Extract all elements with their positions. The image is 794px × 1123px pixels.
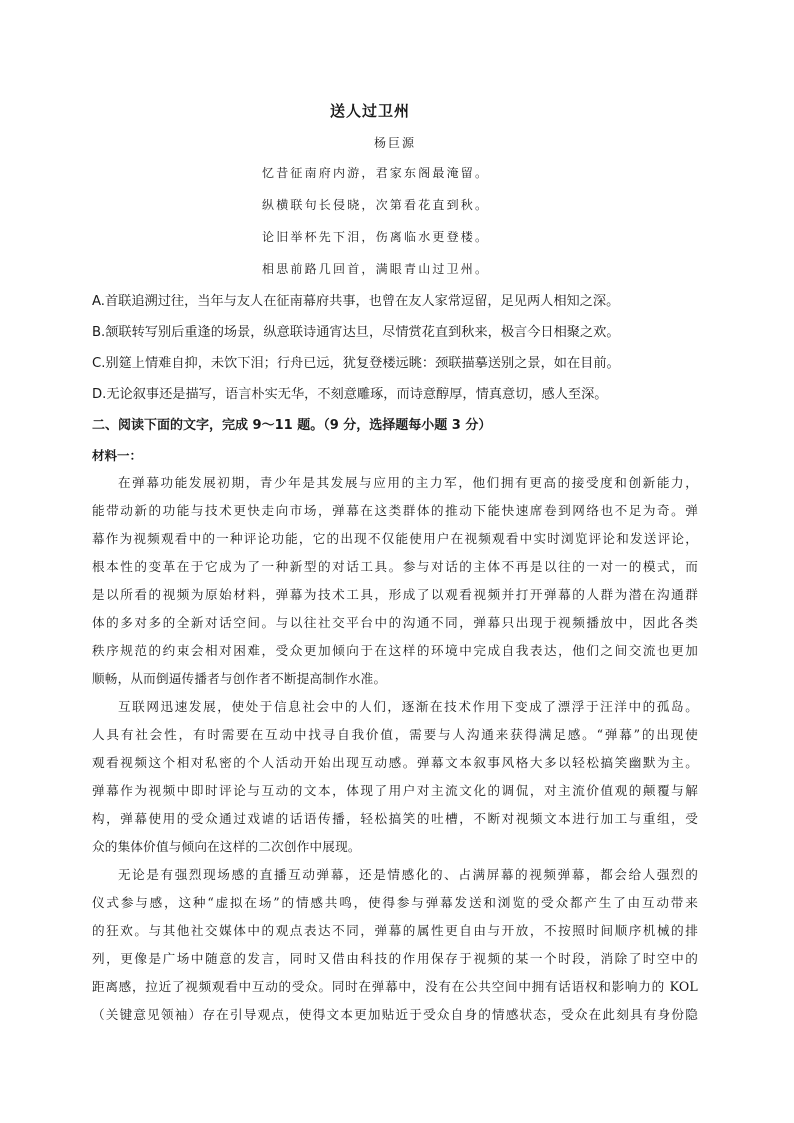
- poem-line: 纵横联句长侵晓，次第看花直到秋。: [262, 198, 490, 212]
- paragraph-line: 列，更像是广场中随意的发言，同时又借由科技的作用保存于视频的某一个时段，消除了时空中的: [92, 951, 698, 966]
- option-b: B.颔联转写别后重逢的场景，纵意联诗通宵达旦，尽情赏花直到秋来，极言今日相聚之欢。: [92, 325, 620, 340]
- paragraph-line: 观看视频这个相对私密的个人活动开始出现互动感。弹幕文本叙事风格大多以轻松搞笑幽默为主。: [92, 755, 698, 770]
- paragraph-line: 构，弹幕使用的受众通过戏谑的话语传播，轻松搞笑的吐槽，不断对视频文本进行加工与重组，受: [92, 811, 698, 826]
- paragraph-line: 互联网迅速发展，使处于信息社会中的人们，逐渐在技术作用下变成了漂浮于汪洋中的孤岛。: [118, 699, 698, 714]
- paragraph-line: 在弹幕功能发展初期，青少年是其发展与应用的主力军，他们拥有更高的接受度和创新能力，: [118, 475, 698, 490]
- poem-title: 送人过卫州: [329, 102, 410, 120]
- paragraph-line: 众的集体价值与倾向在这样的二次创作中展现。: [92, 839, 361, 854]
- paragraph-line: 距离感，拉近了视频观看中互动的受众。同时在弹幕中，没有在公共空间中拥有话语权和影响力的 KOL: [92, 979, 698, 994]
- option-d: D.无论叙事还是描写，语言朴实无华，不刻意雕琢，而诗意醇厚，情真意切，感人至深。: [92, 387, 608, 402]
- poem-author: 杨巨源: [373, 136, 416, 150]
- paragraph-line: 顺畅，从而倒逼传播者与创作者不断提高制作水准。: [92, 671, 387, 686]
- paragraph-line: 能带动新的功能与技术更快走向市场，弹幕在这类群体的推动下能快速席卷到网络也不足为奇。弹: [92, 503, 698, 518]
- material-label: 材料一：: [92, 448, 143, 463]
- paragraph-line: 无论是有强烈现场感的直播互动弹幕，还是情感化的、占满屏幕的视频弹幕，都会给人强烈的: [118, 867, 698, 882]
- paragraph-line: 的狂欢。与其他社交媒体中的观点表达不同，弹幕的属性更自由与开放，不按照时间顺序机械的排: [92, 923, 698, 938]
- poem-line: 忆昔征南府内游，君家东阁最淹留。: [262, 166, 490, 180]
- paragraph-line: 弹幕作为视频中即时评论与互动的文本，体现了用户对主流文化的调侃，对主流价值观的颠覆与解: [92, 783, 698, 798]
- option-c: C.别筵上情难自抑，未饮下泪；行舟已远，犹复登楼远眺：颈联描摹送别之景，如在目前。: [92, 356, 620, 371]
- paragraph-line: 是以所看的视频为原始材料，弹幕为技术工具，形成了以观看视频并打开弹幕的人群为潜在沟通群: [92, 587, 698, 602]
- paragraph-line: 仪式参与感，这种“虚拟在场”的情感共鸣，使得参与弹幕发送和浏览的受众都产生了由互动带来: [92, 895, 698, 910]
- option-a: A.首联追溯过往，当年与友人在征南幕府共事，也曾在友人家常逗留，足见两人相知之深。: [92, 294, 620, 309]
- paragraph-line: （关键意见领袖）存在引导观点，使得文本更加贴近于受众自身的情感状态，受众在此刻具有身份隐: [92, 1007, 698, 1022]
- poem-line: 相思前路几回首，满眼青山过卫州。: [262, 262, 490, 276]
- paragraph-line: 体的多对多的全新对话空间。与以往社交平台中的沟通不同，弹幕只出现于视频播放中，因此各类: [92, 615, 698, 630]
- section-heading: 二、阅读下面的文字，完成 9～11 题。（9 分，选择题每小题 3 分）: [92, 418, 492, 433]
- paragraph-line: 幕作为视频观看中的一种评论功能，它的出现不仅能使用户在视频观看中实时浏览评论和发送评论，: [92, 531, 698, 546]
- paragraph-line: 人具有社会性，有时需要在互动中找寻自我价值，需要与人沟通来获得满足感。“弹幕”的出现使: [92, 727, 698, 742]
- poem-line: 论旧举杯先下泪，伤离临水更登楼。: [262, 230, 490, 244]
- paragraph-line: 秩序规范的约束会相对困难，受众更加倾向于在这样的环境中完成自我表达，他们之间交流也更加: [92, 643, 698, 658]
- paragraph-line: 根本性的变革在于它成为了一种新型的对话工具。参与对话的主体不再是以往的一对一的模式，而: [92, 559, 698, 574]
